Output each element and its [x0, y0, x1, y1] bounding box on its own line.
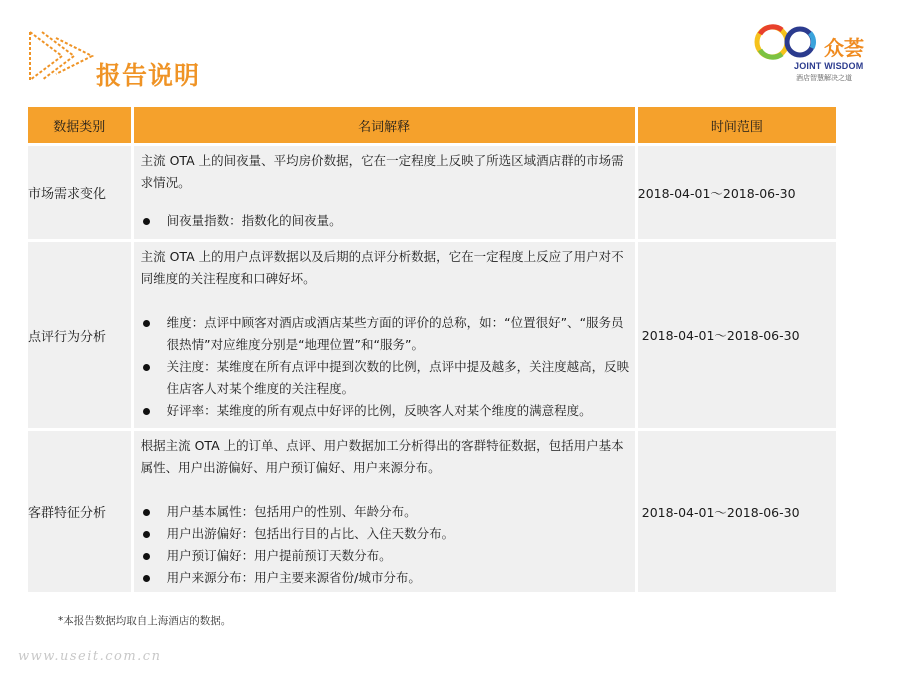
bullet-list [141, 210, 631, 232]
time-range-text: 2018-04-01～2018-06-30 [637, 185, 796, 201]
time-range-text: 2018-04-01～2018-06-30 [641, 504, 800, 520]
row-category: 客群特征分析 [28, 431, 131, 592]
page-title: 报告说明 [96, 61, 201, 90]
bullet-list [141, 501, 631, 589]
row-definition [134, 146, 635, 239]
report-table [28, 107, 836, 592]
row-category: 市场需求变化 [28, 146, 131, 239]
time-range-text: 2018-04-01～2018-06-30 [641, 328, 800, 343]
table-header [28, 107, 836, 143]
footnote: *本报告数据均取自上海酒店的数据。 [58, 615, 232, 627]
table-row [28, 146, 836, 239]
table-row [28, 431, 836, 592]
play-chevron-icon [28, 30, 100, 84]
row-intro: 根据主流 OTA 上的订单、点评、用户数据加工分析得出的客群特征数据，包括用户基本属性、用户出游偏好、用户预订偏好、用户来源分布。 [140, 438, 624, 475]
row-definition [134, 242, 635, 428]
list-item: 用户来源分布：用户主要来源省份/城市分布。 [141, 567, 631, 589]
logo-english-name: JOINT WISDOM [794, 61, 864, 71]
list-item: 好评率：某维度的所有观点中好评的比例，反映客人对某个维度的满意程度。 [141, 400, 631, 422]
row-definition [134, 431, 635, 592]
logo-chinese-name: 众荟 [824, 36, 864, 60]
table-row [28, 242, 836, 428]
list-item: 用户预订偏好：用户提前预订天数分布。 [141, 545, 631, 567]
watermark: www.useit.com.cn [18, 649, 162, 664]
list-item: 关注度：某维度在所有点评中提到次数的比例，点评中提及越多，关注度越高，反映住店客人对某个维度的关注程度。 [141, 356, 631, 400]
list-item: 间夜量指数：指数化的间夜量。 [141, 210, 631, 232]
header-time-range: 时间范围 [638, 107, 836, 143]
joint-wisdom-logo [752, 22, 876, 84]
list-item: 维度：点评中顾客对酒店或酒店某些方面的评价的总称，如：“位置很好”、“服务员很热情”对应维度分别是“地理位置”和“服务”。 [141, 312, 631, 356]
row-time-range [638, 242, 836, 428]
row-time-range [638, 431, 836, 592]
bullet-list [141, 312, 631, 422]
header-category: 数据类别 [28, 107, 131, 143]
row-intro: 主流 OTA 上的用户点评数据以及后期的点评分析数据，它在一定程度上反应了用户对不同维度的关注程度和口碑好坏。 [140, 249, 624, 286]
row-category: 点评行为分析 [28, 242, 131, 428]
header-definition: 名词解释 [134, 107, 635, 143]
logo-tagline: 酒店智慧解决之道 [796, 74, 852, 82]
infinity-rings-icon [752, 22, 822, 62]
list-item: 用户出游偏好：包括出行目的占比、入住天数分布。 [141, 523, 631, 545]
row-time-range [638, 146, 836, 239]
list-item: 用户基本属性：包括用户的性别、年龄分布。 [141, 501, 631, 523]
row-intro: 主流 OTA 上的间夜量、平均房价数据，它在一定程度上反映了所选区域酒店群的市场需求情况。 [140, 153, 624, 190]
